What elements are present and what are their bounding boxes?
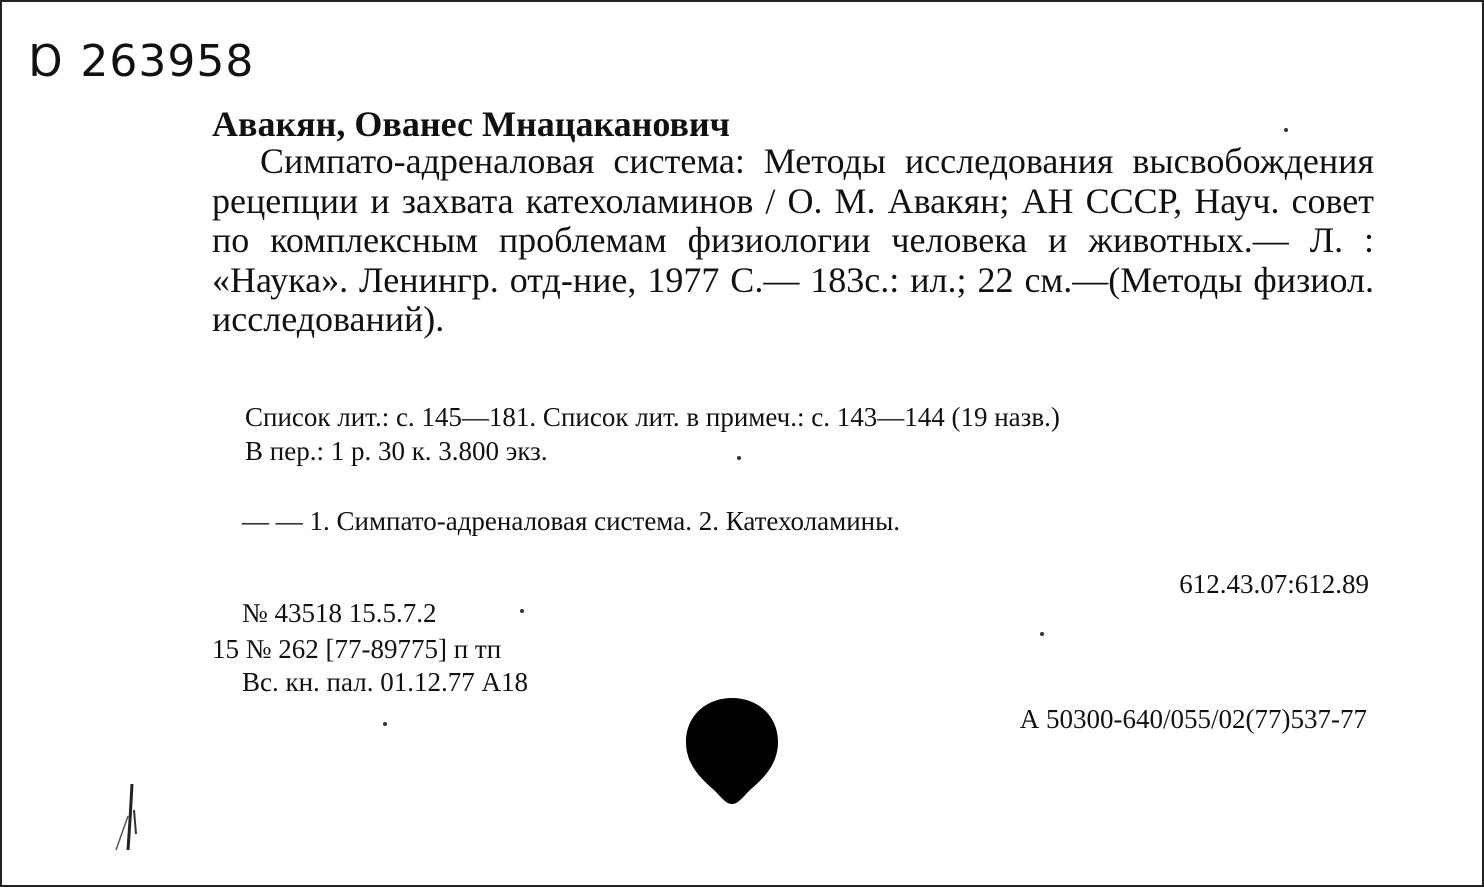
subject-headings: — — 1. Симпато-адреналовая система. 2. Катехоламины. [242, 506, 901, 536]
bbk-code: А 50300-640/055/02(77)537-77 [1019, 704, 1367, 734]
order-number: 15 № 262 [77-89775] п тп [212, 634, 502, 664]
registration-number: № 43518 15.5.7.2 [242, 598, 437, 628]
speck [520, 609, 524, 613]
price-note: В пер.: 1 р. 30 к. 3.800 экз. [245, 436, 548, 466]
chamber-stamp: Вс. кн. пал. 01.12.77 А18 [242, 667, 528, 697]
speck [737, 456, 741, 460]
notes [245, 400, 1060, 468]
speck [383, 722, 387, 726]
shelf-mark: Ɒ 263958 [30, 36, 255, 87]
udc-index: 612.43.07:612.89 [1179, 569, 1369, 599]
punch-hole-icon [684, 694, 780, 806]
author-heading: Авакян, Ованес Мнацаканович [212, 104, 730, 144]
bibliography-note: Список лит.: с. 145—181. Список лит. в примеч.: с. 143—144 (19 назв.) [245, 402, 1060, 432]
speck [1040, 632, 1044, 636]
pencil-mark-icon [110, 780, 146, 852]
speck [1284, 128, 1288, 132]
title-description: Симпато-адреналовая система: Методы исследования высвобождения рецепции и захвата катехоламинов / О. М. Авакян; АН СССР, Науч. совет по комплексным проблемам физиологии человека и животных.— Л. : «Наука». Ленингр. отд-ние, 1977 С.— 183с.: ил.; 22 см.—(Методы физиол. исследований). [212, 141, 1374, 339]
